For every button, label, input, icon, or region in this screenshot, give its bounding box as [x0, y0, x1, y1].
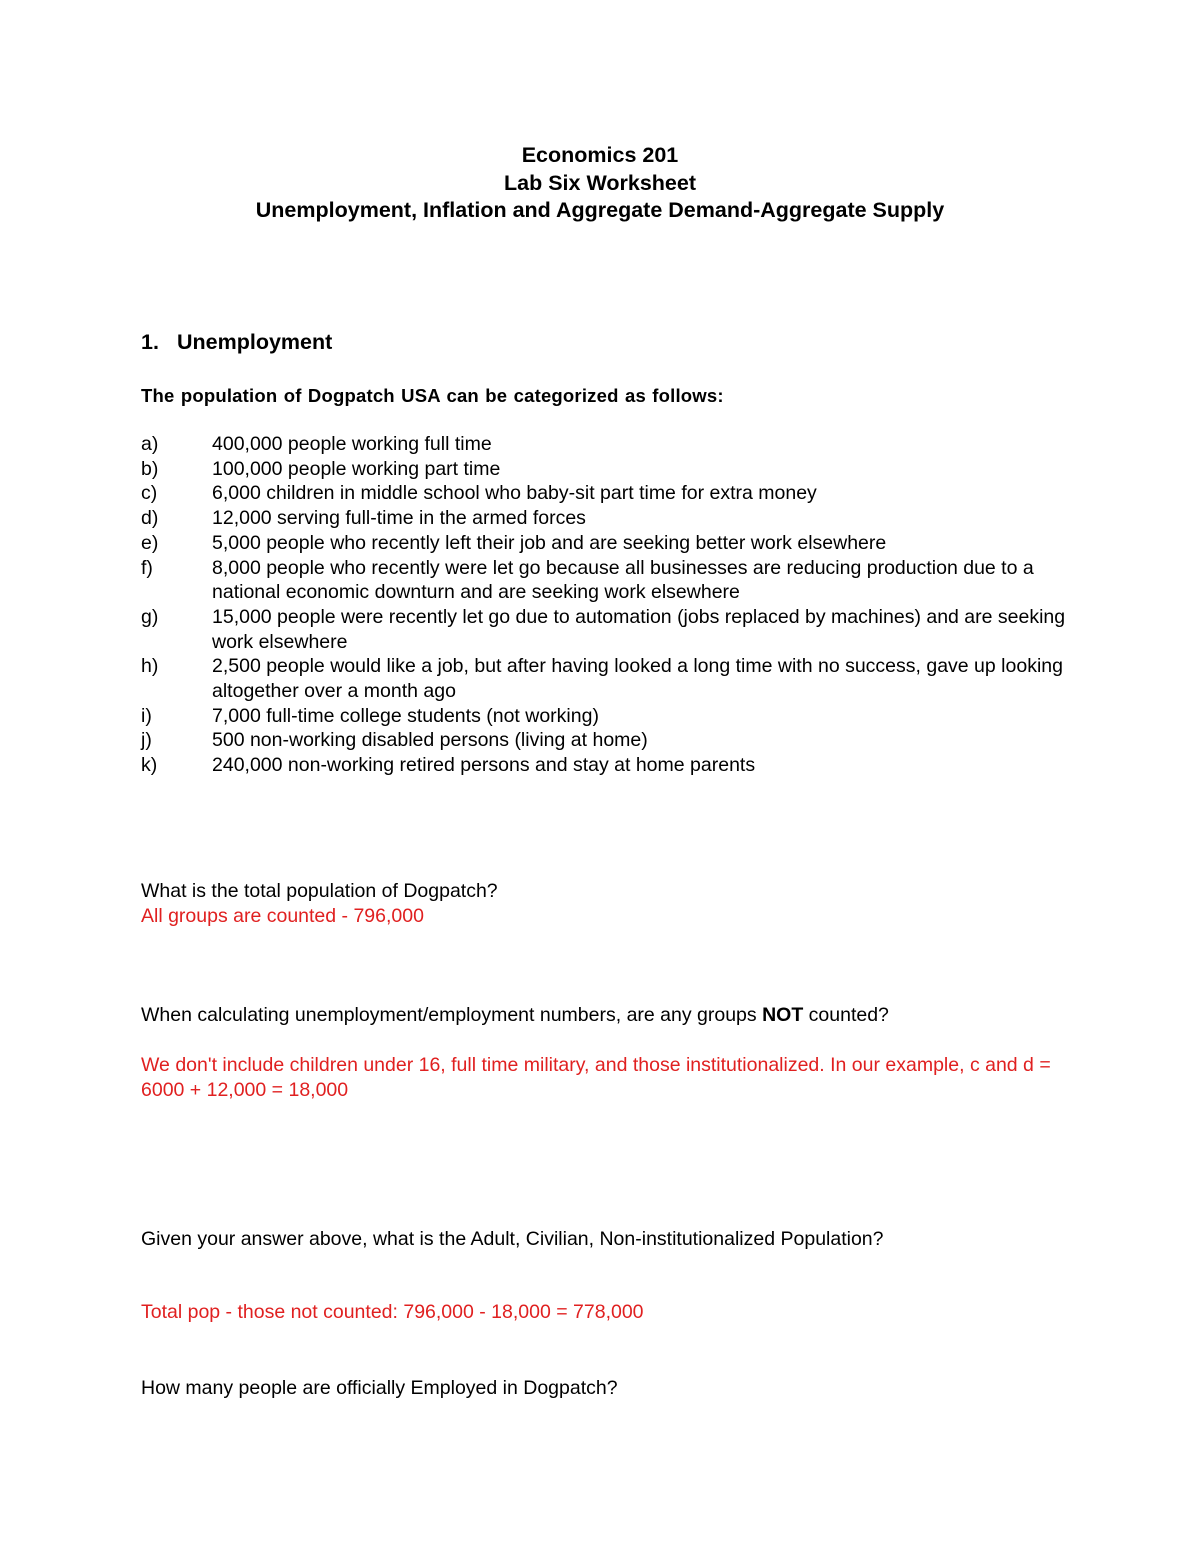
list-item-label: b) — [141, 457, 159, 480]
answer-groups-not-counted: We don't include children under 16, full time military, and those institutionalized. In our example, c and d = 6000 + 12,000 = 18,000 — [141, 1054, 1051, 1101]
answer-total-population: All groups are counted - 796,000 — [141, 905, 424, 927]
emphasis-not: NOT — [762, 1004, 804, 1026]
list-item-text: 240,000 non-working retired persons and stay at home parents — [212, 754, 756, 777]
list-item-text: 15,000 people were recently let go due to automation (jobs replaced by machines) and are seeking work elsewhere — [212, 605, 1066, 653]
list-item-text: 5,000 people who recently left their job and are seeking better work elsewhere — [212, 531, 887, 554]
list-item-text: 6,000 children in middle school who baby-sit part time for extra money — [212, 482, 817, 505]
list-item-label: j) — [141, 729, 152, 752]
list-item — [141, 432, 1071, 457]
question-total-population: What is the total population of Dogpatch? — [141, 880, 498, 902]
list-item-text: 12,000 serving full-time in the armed forces — [212, 507, 586, 530]
intro-text: The population of Dogpatch USA can be categorized as follows: — [141, 385, 724, 406]
question-text: counted? — [803, 1004, 889, 1026]
list-item-text: 500 non-working disabled persons (living at home) — [212, 729, 648, 752]
list-item-label: k) — [141, 754, 158, 777]
worksheet-title: Lab Six Worksheet — [504, 170, 696, 195]
section-number: 1. — [141, 330, 159, 354]
section-heading — [141, 328, 332, 356]
list-item-label: f) — [141, 556, 153, 579]
answer-civilian-population: Total pop - those not counted: 796,000 - 18,000 = 778,000 — [141, 1301, 644, 1323]
list-item-label: a) — [141, 433, 159, 455]
list-item-text: 7,000 full-time college students (not working) — [212, 704, 599, 727]
list-item-label: g) — [141, 605, 159, 628]
list-item — [141, 728, 1071, 753]
list-item-label: h) — [141, 655, 159, 678]
list-item — [141, 531, 1071, 556]
list-item-text: 400,000 people working full time — [212, 433, 492, 455]
list-item — [141, 506, 1071, 531]
list-item — [141, 753, 1071, 778]
list-item-label: c) — [141, 482, 158, 505]
list-item-label: e) — [141, 531, 159, 554]
list-item-label: i) — [141, 704, 152, 727]
question-text: When calculating unemployment/employment numbers, are any groups — [141, 1004, 763, 1026]
question-civilian-population: Given your answer above, what is the Adult, Civilian, Non-institutionalized Population? — [141, 1228, 884, 1250]
list-item-text: 8,000 people who recently were let go because all businesses are reducing production due to a national economic downturn and are seeking work elsewhere — [212, 556, 1034, 604]
list-item — [141, 605, 1071, 654]
list-item — [141, 481, 1071, 506]
section-title: Unemployment — [177, 330, 333, 354]
list-item — [141, 457, 1071, 482]
list-item-text: 100,000 people working part time — [212, 457, 501, 480]
list-item — [141, 654, 1071, 703]
question-employed: How many people are officially Employed in Dogpatch? — [141, 1377, 618, 1399]
list-item — [141, 704, 1071, 729]
population-list — [141, 432, 1071, 778]
document-header — [0, 142, 1200, 225]
worksheet-subtitle: Unemployment, Inflation and Aggregate Demand-Aggregate Supply — [255, 198, 945, 222]
list-item-text: 2,500 people would like a job, but after having looked a long time with no success, gave up looking altogether over a month ago — [212, 655, 1063, 703]
question-groups-not-counted — [141, 1003, 1071, 1028]
course-title: Economics 201 — [521, 143, 679, 167]
list-item — [141, 556, 1071, 605]
list-item-label: d) — [141, 507, 159, 530]
